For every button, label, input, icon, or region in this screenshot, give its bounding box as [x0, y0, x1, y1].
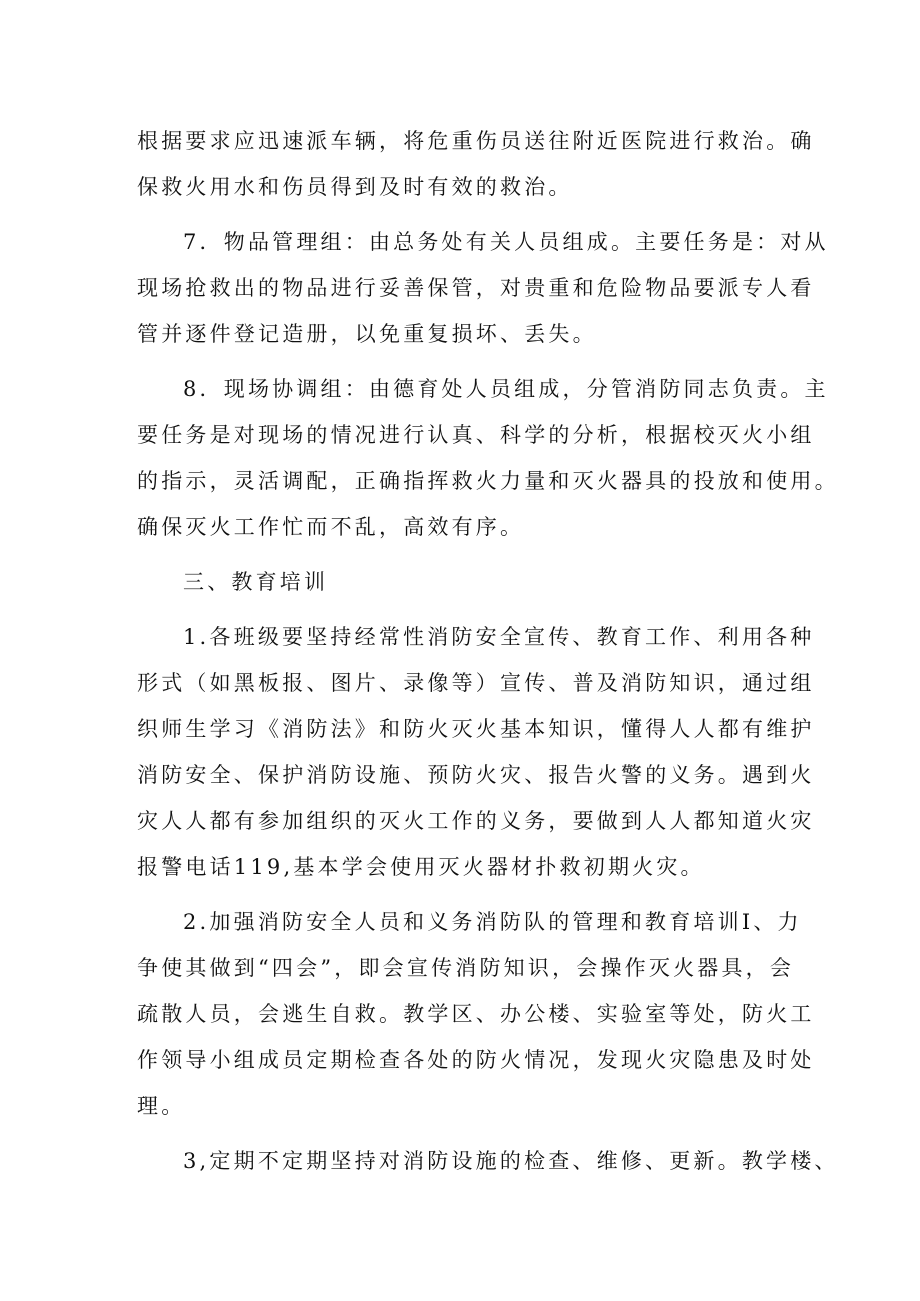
- text-line: 三、教育培训: [183, 570, 329, 594]
- text-line: 消防安全、保护消防设施、预防火灾、报告火警的义务。遇到火: [137, 763, 815, 787]
- text-line: 织师生学习《消防法》和防火灭火基本知识，懂得人人都有维护: [137, 717, 815, 741]
- text-line: 灾人人都有参加组织的灭火工作的义务，要做到人人都知道火灾: [137, 809, 815, 833]
- text-line: 理。: [137, 1094, 186, 1118]
- text-line: 管并逐件登记造册，以免重复损坏、丢失。: [137, 322, 597, 346]
- text-line: 作领导小组成员定期检查各处的防火情况，发现火灾隐患及时处: [137, 1048, 815, 1072]
- text-line: 8．现场协调组：由德育处人员组成，分管消防同志负责。主: [183, 377, 829, 401]
- text-line: 2.加强消防安全人员和义务消防队的管理和教育培训I、力: [183, 910, 802, 934]
- text-line: 报警电话119,基本学会使用灭火器材扑救初期火灾。: [137, 855, 705, 879]
- text-line: 3,定期不定期坚持对消防设施的检查、维修、更新。教学楼、: [183, 1149, 839, 1173]
- text-line: 争使其做到“四会”，即会宣传消防知识，会操作灭火器具，会: [137, 956, 795, 980]
- text-line: 确保灭火工作忙而不乱，高效有序。: [137, 515, 525, 539]
- document-body: [137, 118, 839, 1184]
- text-line: 的指示，灵活调配，正确指挥救火力量和灭火器具的投放和使用。: [137, 469, 839, 493]
- text-line: 疏散人员，会逃生自救。教学区、办公楼、实验室等处，防火工: [137, 1002, 815, 1026]
- text-line: 现场抢救出的物品进行妥善保管，对贵重和危险物品要派专人看: [137, 276, 815, 300]
- text-line: 1.各班级要坚持经常性消防安全宣传、教育工作、利用各种: [183, 625, 815, 649]
- text-line: 7．物品管理组：由总务处有关人员组成。主要任务是：对从: [183, 230, 829, 254]
- text-line: 形式（如黑板报、图片、录像等）宣传、普及消防知识，通过组: [137, 671, 815, 695]
- text-line: 保救火用水和伤员得到及时有效的救治。: [137, 175, 573, 199]
- text-line: 根据要求应迅速派车辆，将危重伤员送往附近医院进行救治。确: [137, 129, 815, 153]
- text-line: 要任务是对现场的情况进行认真、科学的分析，根据校灭火小组: [137, 423, 815, 447]
